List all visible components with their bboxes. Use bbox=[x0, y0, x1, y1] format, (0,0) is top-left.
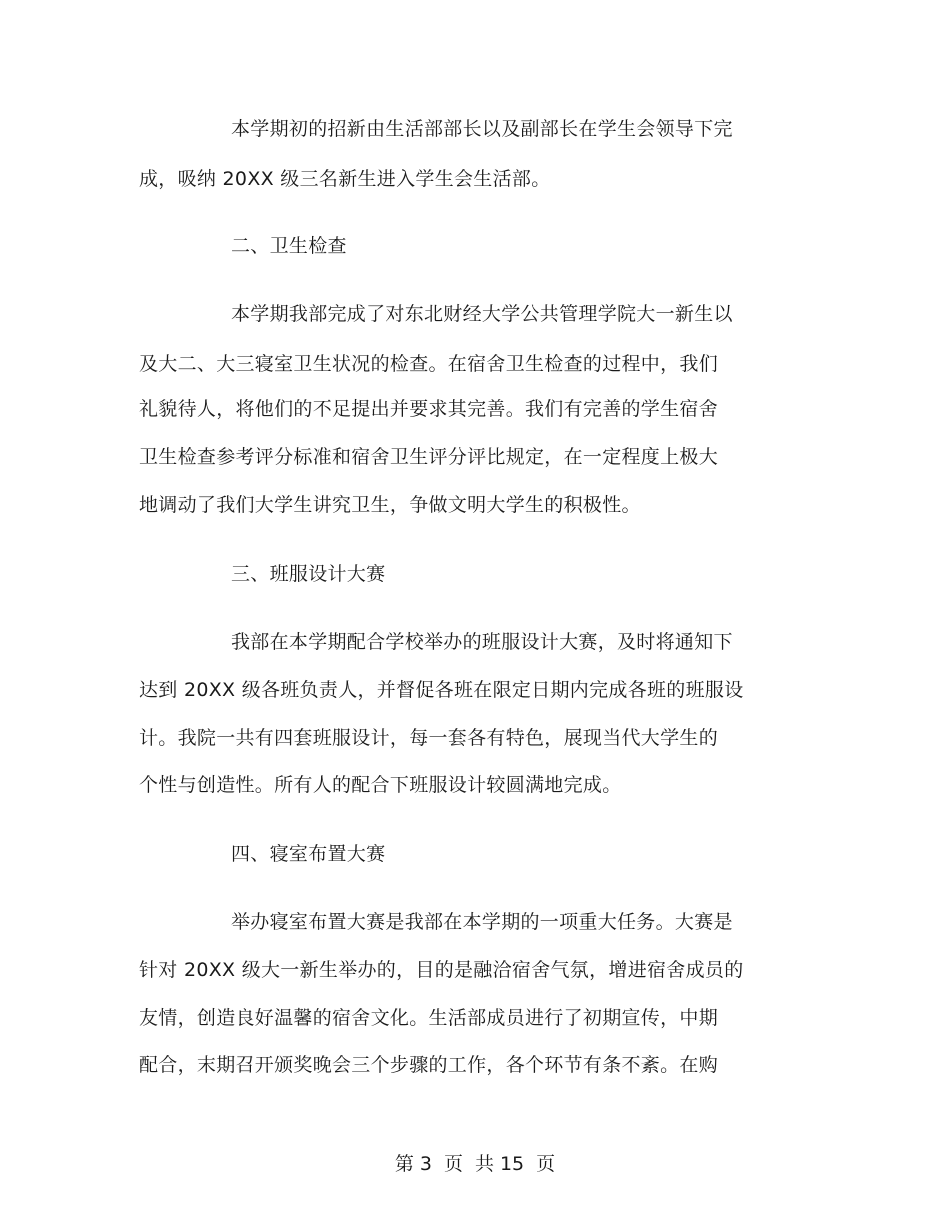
paragraph-line: 地调动了我们大学生讲究卫生，争做文明大学生的积极性。 bbox=[139, 494, 641, 516]
footer-suffix: 页 bbox=[536, 1153, 556, 1175]
paragraph-line: 成，吸纳 20XX 级三名新生进入学生会生活部。 bbox=[139, 168, 551, 190]
paragraph-line: 举办寝室布置大赛是我部在本学期的一项重大任务。大赛是 bbox=[231, 911, 733, 933]
section-heading: 三、班服设计大赛 bbox=[231, 563, 386, 585]
paragraph-line: 本学期我部完成了对东北财经大学公共管理学院大一新生以 bbox=[231, 303, 733, 325]
paragraph-line: 达到 20XX 级各班负责人，并督促各班在限定日期内完成各班的班服设 bbox=[139, 679, 744, 701]
paragraph-line: 计。我院一共有四套班服设计，每一套各有特色，展现当代大学生的 bbox=[139, 727, 719, 749]
footer-page-word: 页 bbox=[443, 1153, 463, 1175]
paragraph-line: 个性与创造性。所有人的配合下班服设计较圆满地完成。 bbox=[139, 774, 622, 796]
section-heading: 二、卫生检查 bbox=[231, 235, 347, 257]
paragraph-line: 我部在本学期配合学校举办的班服设计大赛，及时将通知下 bbox=[231, 631, 733, 653]
paragraph-line: 配合，末期召开颁奖晚会三个步骤的工作，各个环节有条不紊。在购 bbox=[139, 1054, 719, 1076]
paragraph-line: 礼貌待人，将他们的不足提出并要求其完善。我们有完善的学生宿舍 bbox=[139, 398, 719, 420]
footer-total-word: 共 bbox=[474, 1153, 494, 1175]
page-footer bbox=[0, 1152, 950, 1176]
paragraph-line: 本学期初的招新由生活部部长以及副部长在学生会领导下完 bbox=[231, 118, 733, 140]
paragraph-line: 卫生检查参考评分标准和宿舍卫生评分评比规定，在一定程度上极大 bbox=[139, 446, 719, 468]
section-heading: 四、寝室布置大赛 bbox=[231, 843, 386, 865]
current-page-number: 3 bbox=[419, 1153, 432, 1175]
total-pages-number: 15 bbox=[499, 1153, 525, 1175]
paragraph-line: 及大二、大三寝室卫生状况的检查。在宿舍卫生检查的过程中，我们 bbox=[139, 353, 719, 375]
footer-prefix: 第 bbox=[394, 1153, 414, 1175]
paragraph-line: 针对 20XX 级大一新生举办的，目的是融洽宿舍气氛，增进宿舍成员的 bbox=[139, 959, 744, 981]
paragraph-line: 友情，创造良好温馨的宿舍文化。生活部成员进行了初期宣传，中期 bbox=[139, 1007, 719, 1029]
